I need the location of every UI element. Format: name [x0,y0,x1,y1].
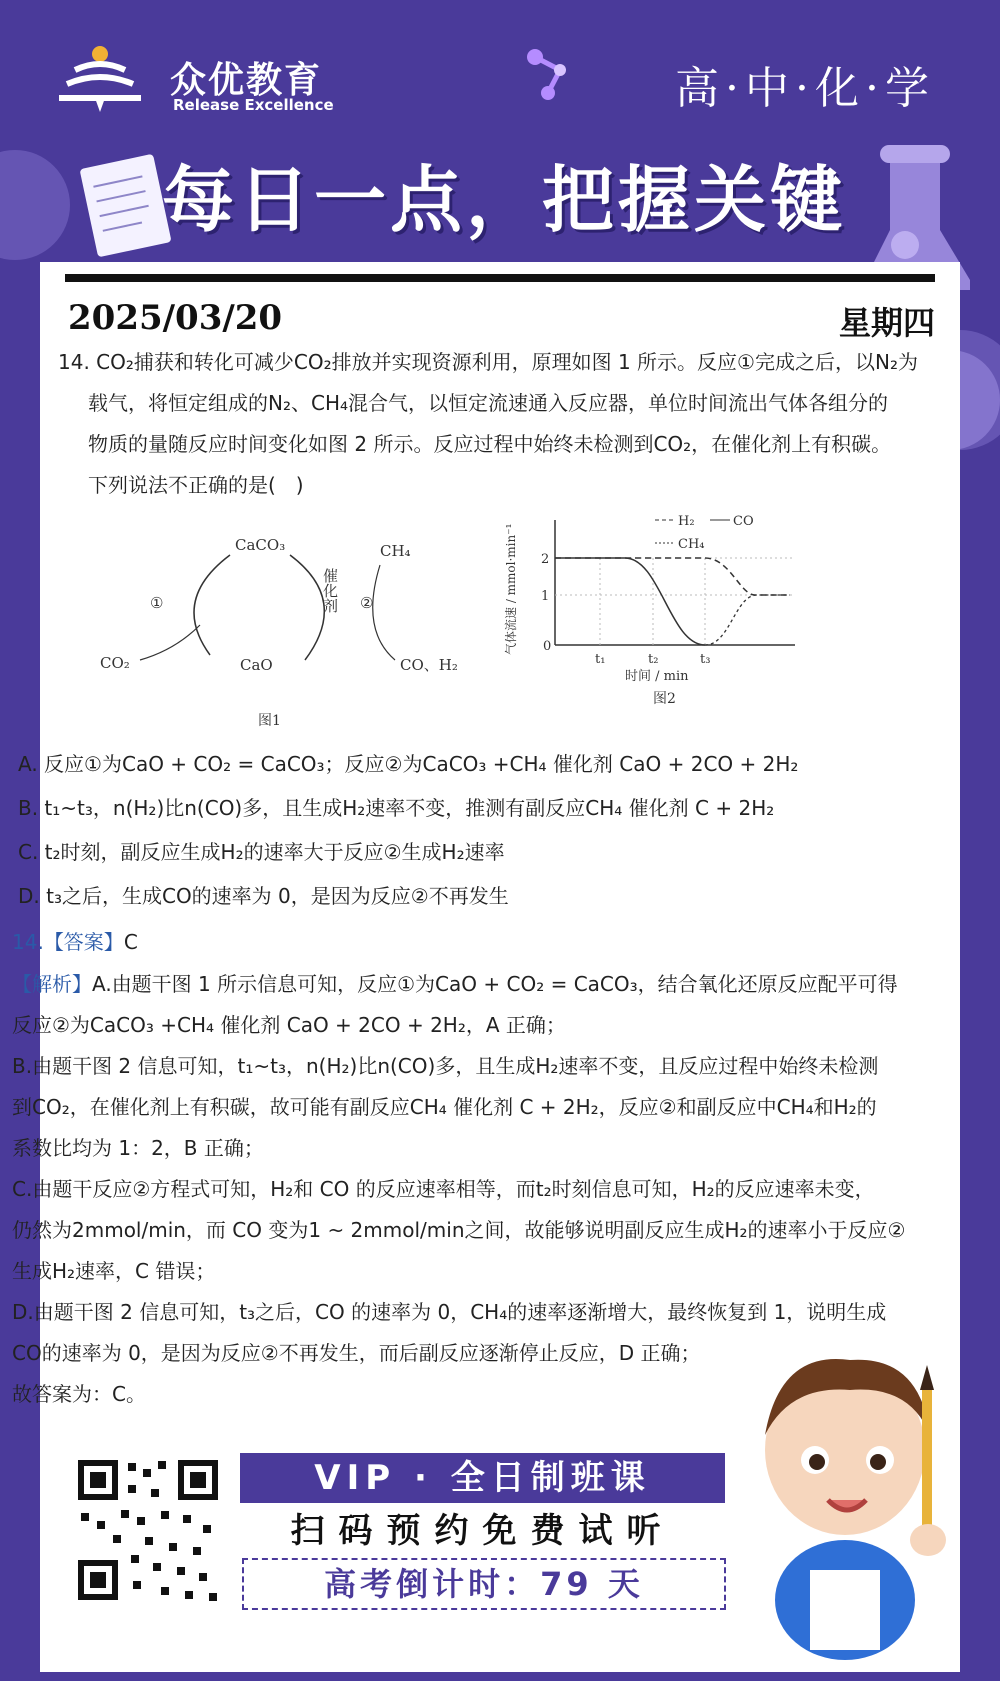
answer-options [18,742,908,918]
fig1-co2-label: CO₂ [100,654,130,672]
question-line: 14. CO₂捕获和转化可减少CO₂排放并实现资源利用，原理如图 1 所示。反应①完成之后，以N₂为 [58,350,918,374]
vip-banner: VIP · 全日制班课 [240,1453,725,1503]
fig1-caption: 图1 [258,713,281,729]
fig2-x-tick: t₃ [700,652,711,667]
slogan: 每日一点，把握关键 [162,158,847,242]
analysis-line: 故答案为：C。 [12,1382,146,1406]
brand-tagline: Release Excellence [173,96,334,114]
brand [55,40,375,120]
fig2-caption: 图2 [653,691,676,707]
option-a: A. 反应①为CaO + CO₂ = CaCO₃；反应②为CaCO₃ +CH₄ 催化剂 CaO + 2CO + 2H₂ [18,752,799,776]
question-stem [58,342,948,506]
weekday: 星期四 [838,304,935,342]
answer-title [12,920,912,964]
answer-number: 14. [12,930,44,954]
question-line: 载气，将恒定组成的N₂、CH₄混合气，以恒定流速通入反应器，单位时间流出气体各组分的 [88,391,888,415]
figure-1-cycle-diagram [60,520,460,750]
answer-value: C [123,930,138,954]
fig1-products-label: CO、H₂ [400,656,458,674]
analysis-line [12,964,912,1005]
fig1-reaction-1-label: ① [150,594,164,612]
fig2-x-axis-label: 时间 / min [625,669,689,684]
fig2-legend-h2: H₂ [678,514,695,529]
background-bubble [0,150,70,260]
fig2-y-tick: 2 [541,552,550,567]
molecule-icon [520,45,580,105]
analysis-line: 系数比均为 1：2，B 正确； [12,1136,264,1160]
analysis-line: 仍然为2mmol/min，而 CO 变为1 ~ 2mmol/min之间，故能够说明副反应生成H₂的速率小于反应② [12,1218,906,1242]
analysis-line: D.由题干图 2 信息可知，t₃之后，CO 的速率为 0，CH₄的速率逐渐增大，最终恢复到 1，说明生成 [12,1300,887,1324]
subject-title: 高·中·化·学 [675,63,935,114]
analysis-line: 生成H₂速率，C 错误； [12,1259,216,1283]
option-c: C. t₂时刻，副反应生成H₂的速率大于反应②生成H₂速率 [18,840,505,864]
fig1-cao-label: CaO [240,656,273,674]
brand-logo-icon [55,40,145,115]
scan-prompt: 扫码预约免费试听 [290,1511,675,1551]
fig2-legend-ch4: CH₄ [678,537,705,552]
question-line: 物质的量随反应时间变化如图 2 所示。反应过程中始终未检测到CO₂，在催化剂上有积碳。 [88,432,892,456]
analysis-line: C.由题干反应②方程式可知，H₂和 CO 的反应速率相等，而t₂时刻信息可知，H₂的反应速率未变， [12,1177,875,1201]
analysis-line: CO的速率为 0，是因为反应②不再发生，而后副反应逐渐停止反应，D 正确； [12,1341,701,1365]
fig1-reaction-2-label: ② [360,594,374,612]
qr-code[interactable] [73,1455,223,1605]
divider [65,274,935,282]
fig2-y-axis-label: 气体流速 / mmol·min⁻¹ [504,523,518,655]
analysis-line: 反应②为CaCO₃ +CH₄ 催化剂 CaO + 2CO + 2H₂，A 正确； [12,1013,566,1037]
fig2-x-tick: t₂ [648,652,659,667]
fig2-x-tick: t₁ [595,652,606,667]
fig2-x-tick: 0 [543,639,552,654]
analysis-line: 到CO₂，在催化剂上有积碳，故可能有副反应CH₄ 催化剂 C + 2H₂，反应②和副反应中CH₄和H₂的 [12,1095,877,1119]
mascot-illustration [740,1340,970,1670]
fig1-catalyst-label: 催化剂 [321,568,339,613]
date: 2025/03/20 [68,298,283,338]
analysis-tag: 【解析】 [12,972,92,996]
figure-2-flow-chart [495,505,835,745]
fig1-ch4-label: CH₄ [380,542,411,560]
fig2-y-tick: 1 [541,589,550,604]
fig1-caco3-label: CaCO₃ [235,536,286,554]
analysis-line: B.由题干图 2 信息可知，t₁~t₃，n(H₂)比n(CO)多，且生成H₂速率不变，且反应过程中始终未检测 [12,1054,879,1078]
question-line: 下列说法不正确的是( ) [88,473,304,497]
brand-name: 众优教育 [170,60,323,101]
option-d: D. t₃之后，生成CO的速率为 0，是因为反应②不再发生 [18,884,509,908]
answer-tag: 【答案】 [43,930,124,954]
analysis-text: A.由题干图 1 所示信息可知，反应①为CaO + CO₂ = CaCO₃，结合氧化还原反应配平可得 [92,972,898,996]
exam-countdown: 高考倒计时：79 天 [242,1558,726,1610]
option-b: B. t₁~t₃，n(H₂)比n(CO)多，且生成H₂速率不变，推测有副反应CH₄ 催化剂 C + 2H₂ [18,796,775,820]
fig2-legend-co: CO [733,514,754,529]
